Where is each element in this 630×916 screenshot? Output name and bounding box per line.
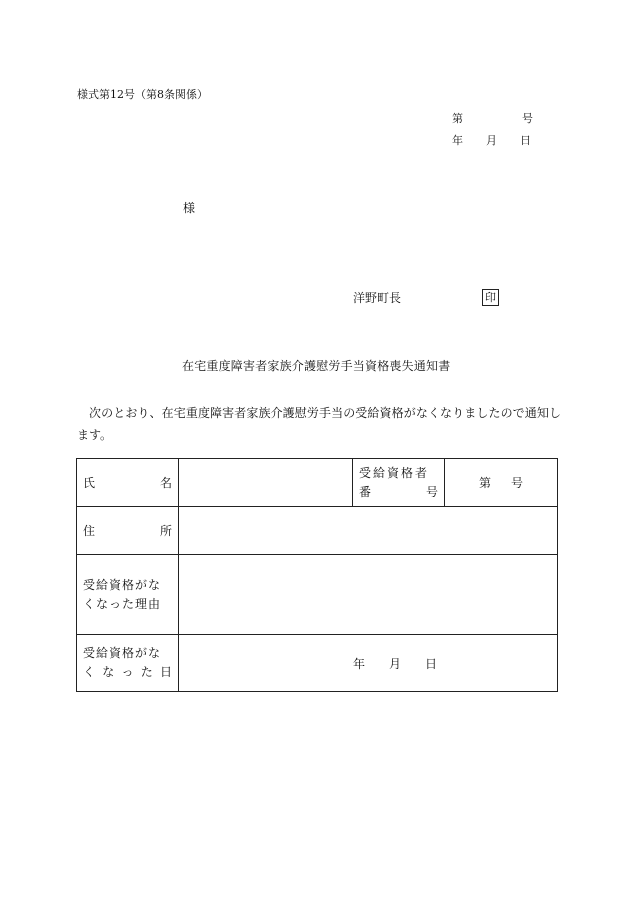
name-value-cell[interactable] (179, 459, 353, 507)
reason-row (77, 555, 558, 635)
doc-number-dai: 第 (452, 112, 463, 125)
lost-date-row (77, 635, 558, 692)
date-tsuki: 月 (486, 134, 497, 147)
recipient-number-cell[interactable] (445, 459, 558, 507)
notice-table (76, 458, 558, 692)
lost-date-label-char: な (102, 665, 115, 679)
reason-label-line1: 受給資格がな (83, 577, 162, 592)
address-value-cell[interactable] (179, 507, 558, 555)
reason-value-cell[interactable] (179, 555, 558, 635)
address-label-char: 住 (83, 524, 96, 538)
lost-date-label-char: く (83, 665, 96, 679)
doc-number-go: 号 (522, 112, 533, 125)
form-number: 様式第12号（第8条関係） (77, 88, 208, 101)
lost-date-label-char: 日 (159, 665, 172, 679)
lost-date-label-char: っ (121, 665, 134, 679)
sender-title: 洋野町長 (353, 291, 402, 305)
document-title: 在宅重度障害者家族介護慰労手当資格喪失通知書 (182, 359, 451, 373)
address-label-char: 所 (159, 524, 172, 538)
name-row (77, 459, 558, 507)
lost-date-label-line1: 受給資格がな (83, 646, 162, 660)
lost-date-value-cell[interactable] (179, 635, 558, 692)
recipient-number-label-line1 (359, 464, 438, 483)
recipient-number-label (353, 459, 445, 507)
address-label (77, 507, 179, 555)
notice-text (77, 402, 561, 446)
recipient-number-label-char: 番 (359, 484, 372, 499)
reason-label-line2: くなった理由 (83, 596, 162, 611)
recipient-number-label-line2 (359, 483, 438, 502)
notice-paragraph: 次のとおり、在宅重度障害者家族介護慰労手当の受給資格がなくなりましたので通知します。 (77, 406, 561, 442)
addressee-honorific: 様 (183, 201, 196, 215)
recipient-number-go: 号 (510, 476, 523, 490)
reason-label (77, 555, 179, 635)
name-label (77, 459, 179, 507)
lost-date-nen: 年 (353, 657, 366, 671)
lost-date-hi: 日 (425, 657, 438, 671)
recipient-number-label-text: 受給資格者 (359, 465, 430, 480)
name-label-char: 名 (159, 476, 172, 490)
lost-date-label (77, 635, 179, 692)
date-hi: 日 (520, 134, 531, 147)
recipient-number-label-char: 号 (425, 484, 438, 499)
recipient-number-dai: 第 (479, 476, 492, 490)
lost-date-tsuki: 月 (389, 657, 402, 671)
lost-date-label-char: た (140, 665, 153, 679)
name-label-char: 氏 (83, 476, 96, 490)
date-nen: 年 (452, 134, 463, 147)
address-row (77, 507, 558, 555)
lost-date-label-line2 (83, 663, 172, 682)
seal-mark: 印 (482, 289, 499, 306)
